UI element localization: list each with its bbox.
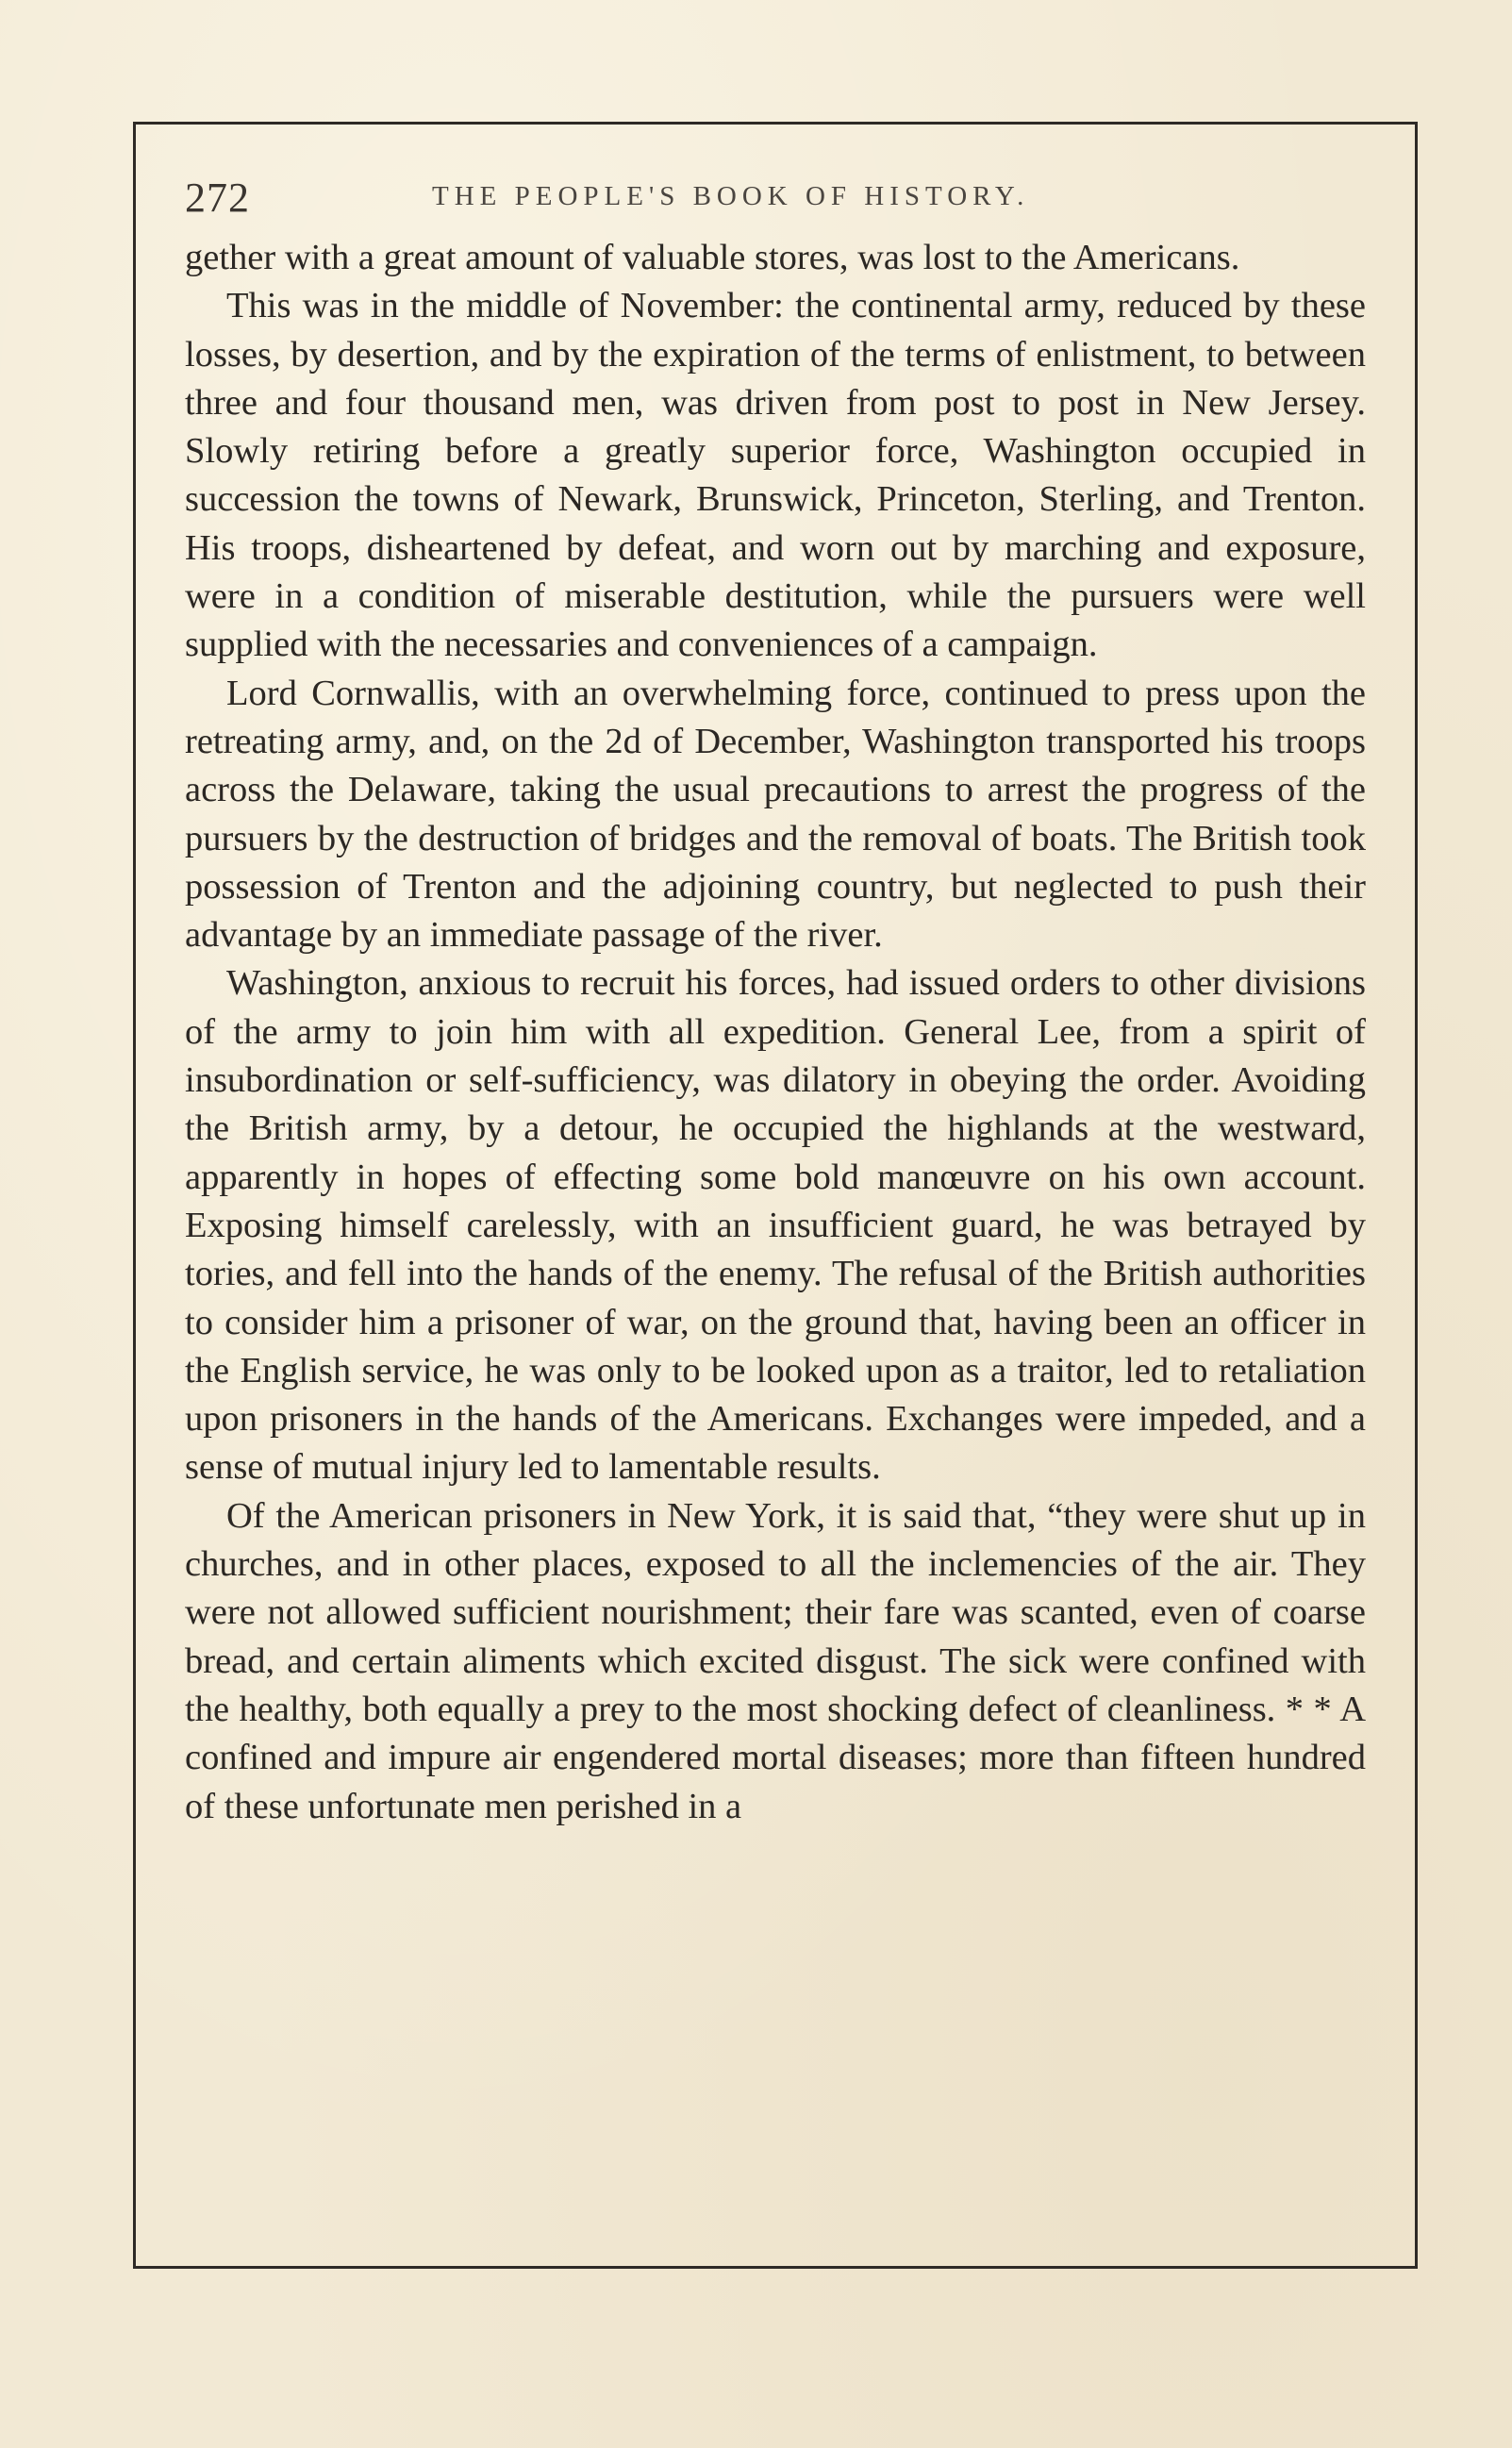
paragraph: Of the American prisoners in New York, it is said that, “they were shut up in churches, and in other places, exposed to all the inclemencies of the air. They were not allowed sufficient nourishment; their fare was scanted, even of coarse bread, and certain aliments which excited disgust. The sick were confined with the healthy, both equally a prey to the most shocking defect of cleanliness. * * A confined and impure air engendered mortal diseases; more than fifteen hundred of these unfortunate men perished in a bbox=[185, 1495, 1366, 1826]
paragraph-continuation: gether with a great amount of valuable stores, was lost to the Americans. bbox=[185, 238, 1240, 277]
running-head bbox=[185, 168, 1366, 234]
page-content bbox=[185, 168, 1366, 1831]
paragraph: Washington, anxious to recruit his forces, had issued orders to other divisions of the army to join him with all expedition. General Lee, from a spirit of insubordination or self-sufficiency, was dilatory in obeying the order. Avoiding the British army, by a detour, he occupied the highlands at the westward, apparently in hopes of effecting some bold manœuvre on his own account. Exposing himself carelessly, with an insufficient guard, he was betrayed by tories, and fell into the hands of the enemy. The refusal of the British authorities to consider him a prisoner of war, on the ground that, having been an officer in the English service, he was only to be looked upon as a traitor, led to retaliation upon prisoners in the hands of the Americans. Exchanges were impeded, and a sense of mutual injury led to lamentable results. bbox=[185, 963, 1366, 1488]
page-number: 272 bbox=[185, 175, 250, 221]
body-text bbox=[185, 234, 1366, 1831]
paragraph: Lord Cornwallis, with an overwhelming force, continued to press upon the retreating army, and, on the 2d of December, Washington transported his troops across the Delaware, taking the usual precautions to arrest the progress of the pursuers by the destruction of bridges and the removal of boats. The British took possession of Trenton and the adjoining country, but neglected to push their advantage by an immediate passage of the river. bbox=[185, 673, 1366, 956]
running-title: THE PEOPLE'S BOOK OF HISTORY. bbox=[432, 181, 1030, 211]
paragraph: This was in the middle of November: the continental army, reduced by these losses, by desertion, and by the expiration of the terms of enlistment, to between three and four thousand men, was driven from post to post in New Jersey. Slowly retiring before a greatly superior force, Washington occupied in succession the towns of Newark, Brunswick, Princeton, Sterling, and Trenton. His troops, disheartened by defeat, and worn out by marching and exposure, were in a condition of miserable destitution, while the pursuers were well supplied with the necessaries and conveniences of a campaign. bbox=[185, 286, 1366, 665]
